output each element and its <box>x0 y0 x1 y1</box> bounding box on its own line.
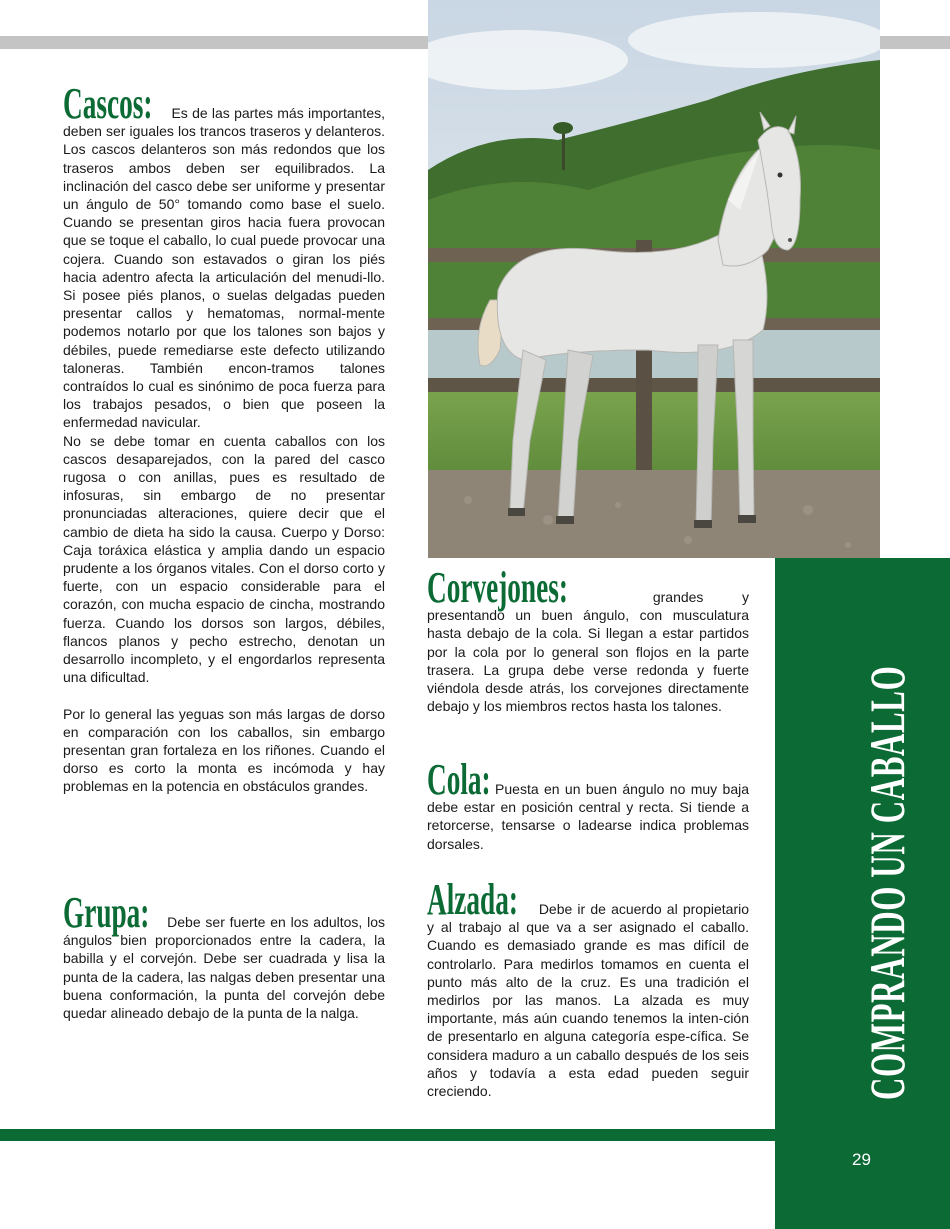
cascos-paragraph <box>63 79 385 432</box>
grupa-section <box>63 888 385 1022</box>
cascos-heading: Cascos: <box>63 79 153 128</box>
corvejones-paragraph <box>427 563 750 715</box>
alzada-paragraph <box>427 875 750 1100</box>
top-gray-bar-right <box>880 36 950 49</box>
white-horse-photo <box>428 0 880 558</box>
page-number: 29 <box>852 1150 871 1169</box>
cola-paragraph <box>427 755 749 853</box>
cascos-paragraph-2: No se debe tomar en cuenta caballos con los cascos desaparejados, con la pared del casco rugosa o con anillas, pues es resultado de infosuras, sin embargo de no presentar pronunciadas alteraciones, quiere decir que el cambio de dieta ha sido la causa. Cuerpo y Dorso: Caja toráxica elástica y amplia dando un espacio prudente a los órganos vitales. Con el dorso corto y fuerte, con un espacio considerable para el corazón, con mucha espacio de cincha, mostrando fuerza. Cuando los dorsos son largos, débiles, flancos planos y pecho estrecho, denotan un desarrollo incompleto, y el engordarlos representa una dificultad. <box>63 432 385 686</box>
grupa-paragraph <box>63 888 385 1022</box>
cascos-paragraph-3: Por lo general las yeguas son más largas de dorso en comparación con los caballos, sin embargo presentan gran fortaleza en los riñones. Cuando el dorso es corto la monta es incómoda y hay problemas en la potencia en obstáculos grandes. <box>63 705 385 795</box>
corvejones-heading: Corvejones: <box>427 563 568 612</box>
alzada-section <box>427 875 750 1100</box>
cola-section <box>427 755 749 853</box>
alzada-text: Debe ir de acuerdo al propietario y al trabajo al que va a ser asignado el caballo. Cuando es demasiado grande es mas difícil de controlarlo. Para medirlos tomamos en cuenta el punto más alto de la cruz. Es una tradición el medirlos por las manos. La alzada es muy importante, más aún cuando tenemos la inten-ción de presentarlo en alguna categoría espe-cífica. Se considera maduro a un caballo después de los seis años y todavía a esta edad pueden seguir creciendo. <box>427 901 750 1100</box>
cascos-text: Es de las partes más importantes, deben ser iguales los trancos traseros y delanteros. Los cascos delanteros son más redondos que los traseros ambos deben ser equilibrados. La inclinación del casco debe ser uniforme y presentar un ángulo de 50° tomando como base el suelo. Cuando se presentan giros hacia fuera provocan que se toque el caballo, lo cual puede provocar una cojera. Cuando son estavados o giran los piés hacia adentro afecta la articulación del menudi-llo. Si posee piés planos, o suelas delgadas pueden presentar callos y hematomas, normal-mente podemos notarlo por que los talones son bajos y débiles, puede remediarse este defecto utilizando taloneras. También encon-tramos talones contraídos lo cual es sinónimo de poca fuerza para los trabajos pesados, o bien que poseen la enfermedad navicular. <box>63 105 385 431</box>
bottom-green-bar <box>0 1129 775 1141</box>
corvejones-text: grandes y presentando un buen ángulo, con musculatura hasta debajo de la cola. Si llegan a estar partidos por la cola por lo general son flojos en la parte trasera. La grupa debe verse redonda y fuerte viéndola desde atrás, los corvejones directamente debajo y los miembros rectos hasta los talones. <box>427 589 750 715</box>
section-title-vertical <box>859 399 915 1100</box>
grupa-heading: Grupa: <box>63 888 150 937</box>
grupa-text: Debe ser fuerte en los adultos, los ángulos bien proporcionados entre la cadera, la babilla y el corvejón. Debe ser cuadrada y lisa la punta de la cadera, las nalgas deben presentar una buena conformación, la punta del corvejón debe quedar alineado debajo de la punta de la nalga. <box>63 914 385 1022</box>
cola-text: Puesta en un buen ángulo no muy baja debe estar en posición central y recta. Si tiende a retorcerse, tensarse o ladearse indica problemas dorsales. <box>427 781 749 852</box>
alzada-heading: Alzada: <box>427 875 518 924</box>
section-title-text: COMPRANDO UN CABALLO <box>859 665 915 1100</box>
corvejones-section <box>427 563 750 715</box>
top-gray-bar-left <box>0 36 428 49</box>
cola-heading: Cola: <box>427 755 491 804</box>
cascos-section <box>63 79 385 796</box>
